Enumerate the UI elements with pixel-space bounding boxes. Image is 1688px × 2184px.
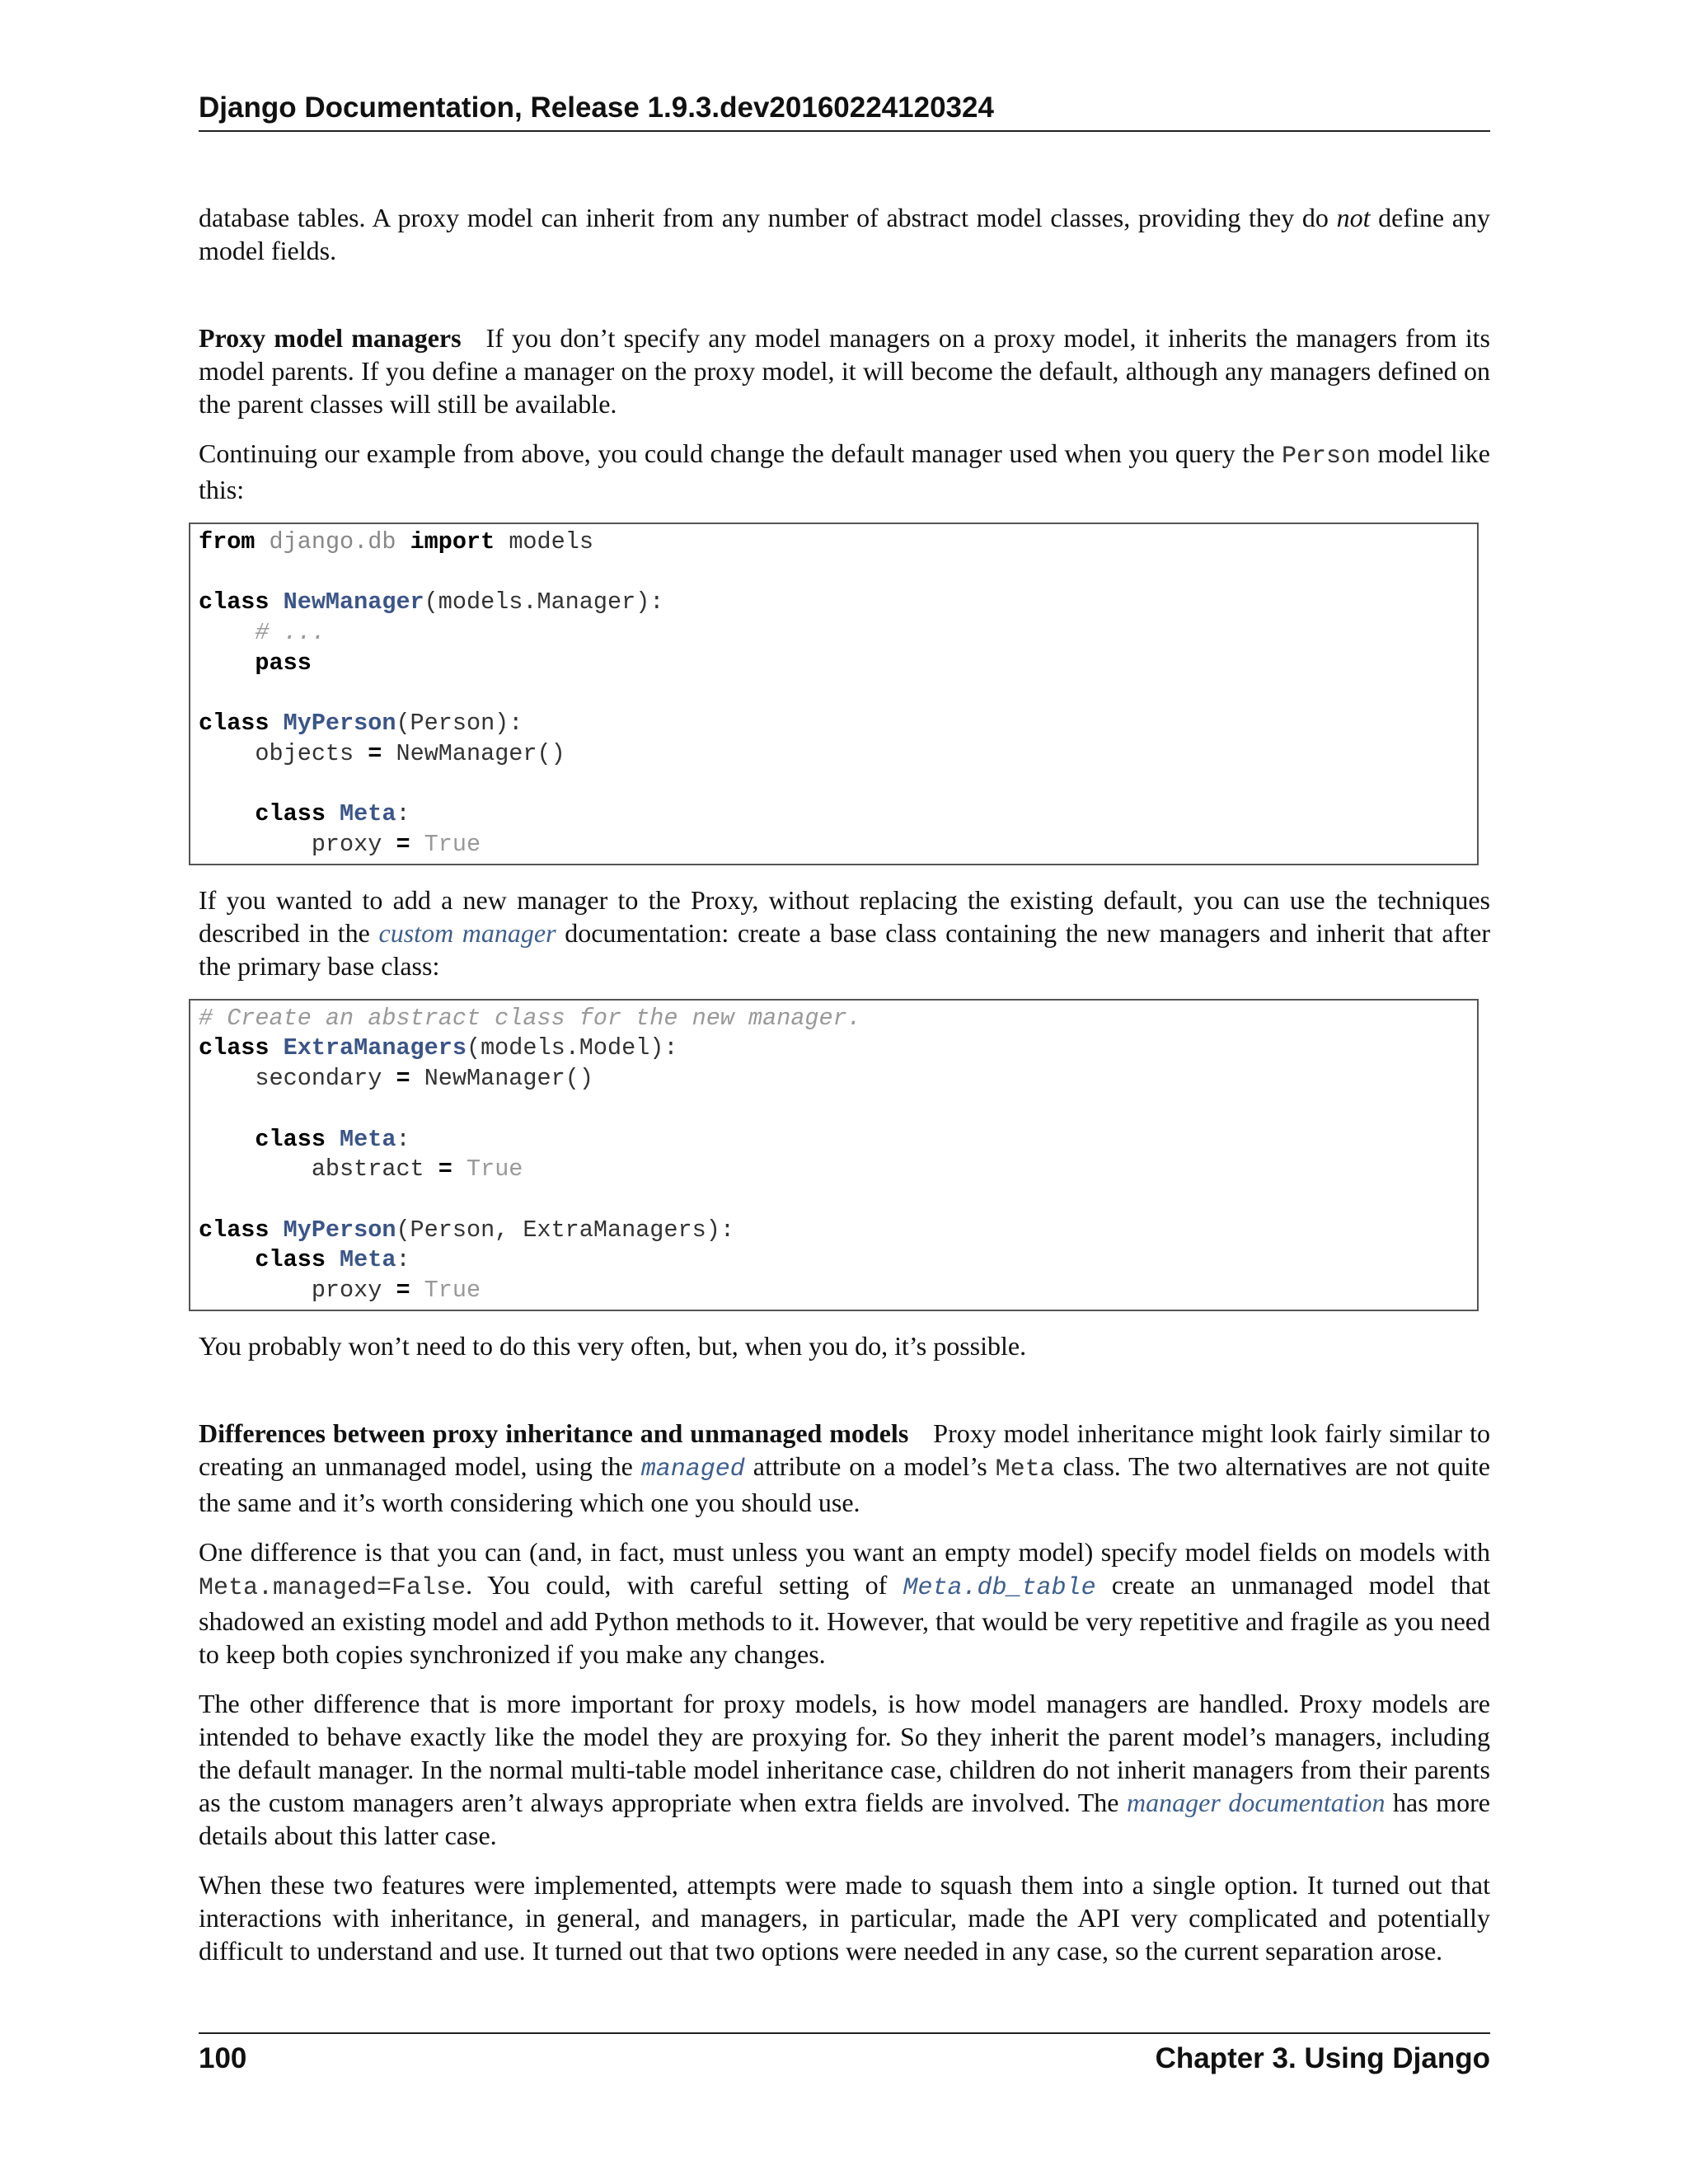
- page-number: 100: [199, 2042, 247, 2074]
- chapter-title: Chapter 3. Using Django: [1155, 2042, 1490, 2074]
- proxy-managers-paragraph: Proxy model managers If you don’t specify any model managers on a proxy model, it inherits the managers from its model parents. If you define a manager on the proxy model, it will become the default, although any managers defined on the parent classes will still be available.: [199, 323, 1491, 419]
- other-difference-paragraph: The other difference that is more important for proxy models, is how model managers are handled. Proxy models are intended to behave exactly like the model they are proxying for. So they inherit the parent model’s managers, including the default manager. In the normal multi-table model inheritance case, children do not inherit managers from their parents as the custom managers aren’t always appropriate when extra fields are involved. The manager documentation has more details about this latter case.: [199, 1688, 1491, 1850]
- managed-link[interactable]: managed: [640, 1455, 745, 1483]
- history-paragraph: When these two features were implemented, attempts were made to squash them into a single option. It turned out that interactions with inheritance, in general, and managers, in particular, made the API very complicated and potentially difficult to understand and use. It turned out that two options were needed in any case, so the current separation arose.: [199, 1869, 1490, 1966]
- inline-code-person: Person: [1281, 443, 1371, 471]
- continuing-paragraph: Continuing our example from above, you could change the default manager used when you query the Person model like this:: [199, 438, 1491, 504]
- add-manager-paragraph: If you wanted to add a new manager to the Proxy, without replacing the existing default, you can use the techniques described in the custom manager documentation: create a base class containing the new managers and inherit that after the primary base class:: [199, 884, 1491, 981]
- section-lead-differences: Differences between proxy inheritance and unmanaged models: [199, 1418, 909, 1448]
- section-lead-proxy-managers: Proxy model managers: [199, 323, 462, 353]
- one-difference-paragraph: One difference is that you can (and, in fact, must unless you want an empty model) specify model fields on models with Meta.managed=False. You could, with careful setting of Meta.db_table create an unmanaged model that shadowed an existing model and add Python methods to it. However, that would be very repetitive and fragile as you need to keep both copies synchronized if you make any changes.: [199, 1536, 1491, 1669]
- page-body: [199, 91, 1490, 1984]
- running-header: Django Documentation, Release 1.9.3.dev20160224120324: [199, 91, 1490, 132]
- intro-paragraph: database tables. A proxy model can inherit from any number of abstract model classes, providing they do not define any model fields.: [199, 203, 1491, 265]
- code-block-new-manager: from django.db import models class NewManager(models.Manager): # ... pass class MyPerson(Person): objects = NewManager() class Meta: proxy = True: [189, 523, 1479, 865]
- code-block-extra-managers: # Create an abstract class for the new manager. class ExtraManagers(models.Model): secondary = NewManager() class Meta: abstract = True class MyPerson(Person, ExtraManagers): class Meta: proxy = True: [189, 999, 1479, 1311]
- page-footer: [199, 2032, 1490, 2077]
- manager-documentation-link[interactable]: manager documentation: [1127, 1787, 1386, 1817]
- differences-paragraph: Differences between proxy inheritance and unmanaged models Proxy model inheritance might look fairly similar to creating an unmanaged model, using the managed attribute on a model’s Meta class. The two alternatives are not quite the same and it’s worth considering which one you should use.: [199, 1418, 1491, 1517]
- possible-paragraph: You probably won’t need to do this very often, but, when you do, it’s possible.: [199, 1330, 1027, 1361]
- db-table-link[interactable]: Meta.db_table: [903, 1573, 1096, 1602]
- custom-manager-link[interactable]: custom manager: [378, 917, 556, 948]
- inline-code-meta: Meta: [995, 1455, 1055, 1483]
- inline-code-managed-false: Meta.managed=False: [199, 1573, 467, 1602]
